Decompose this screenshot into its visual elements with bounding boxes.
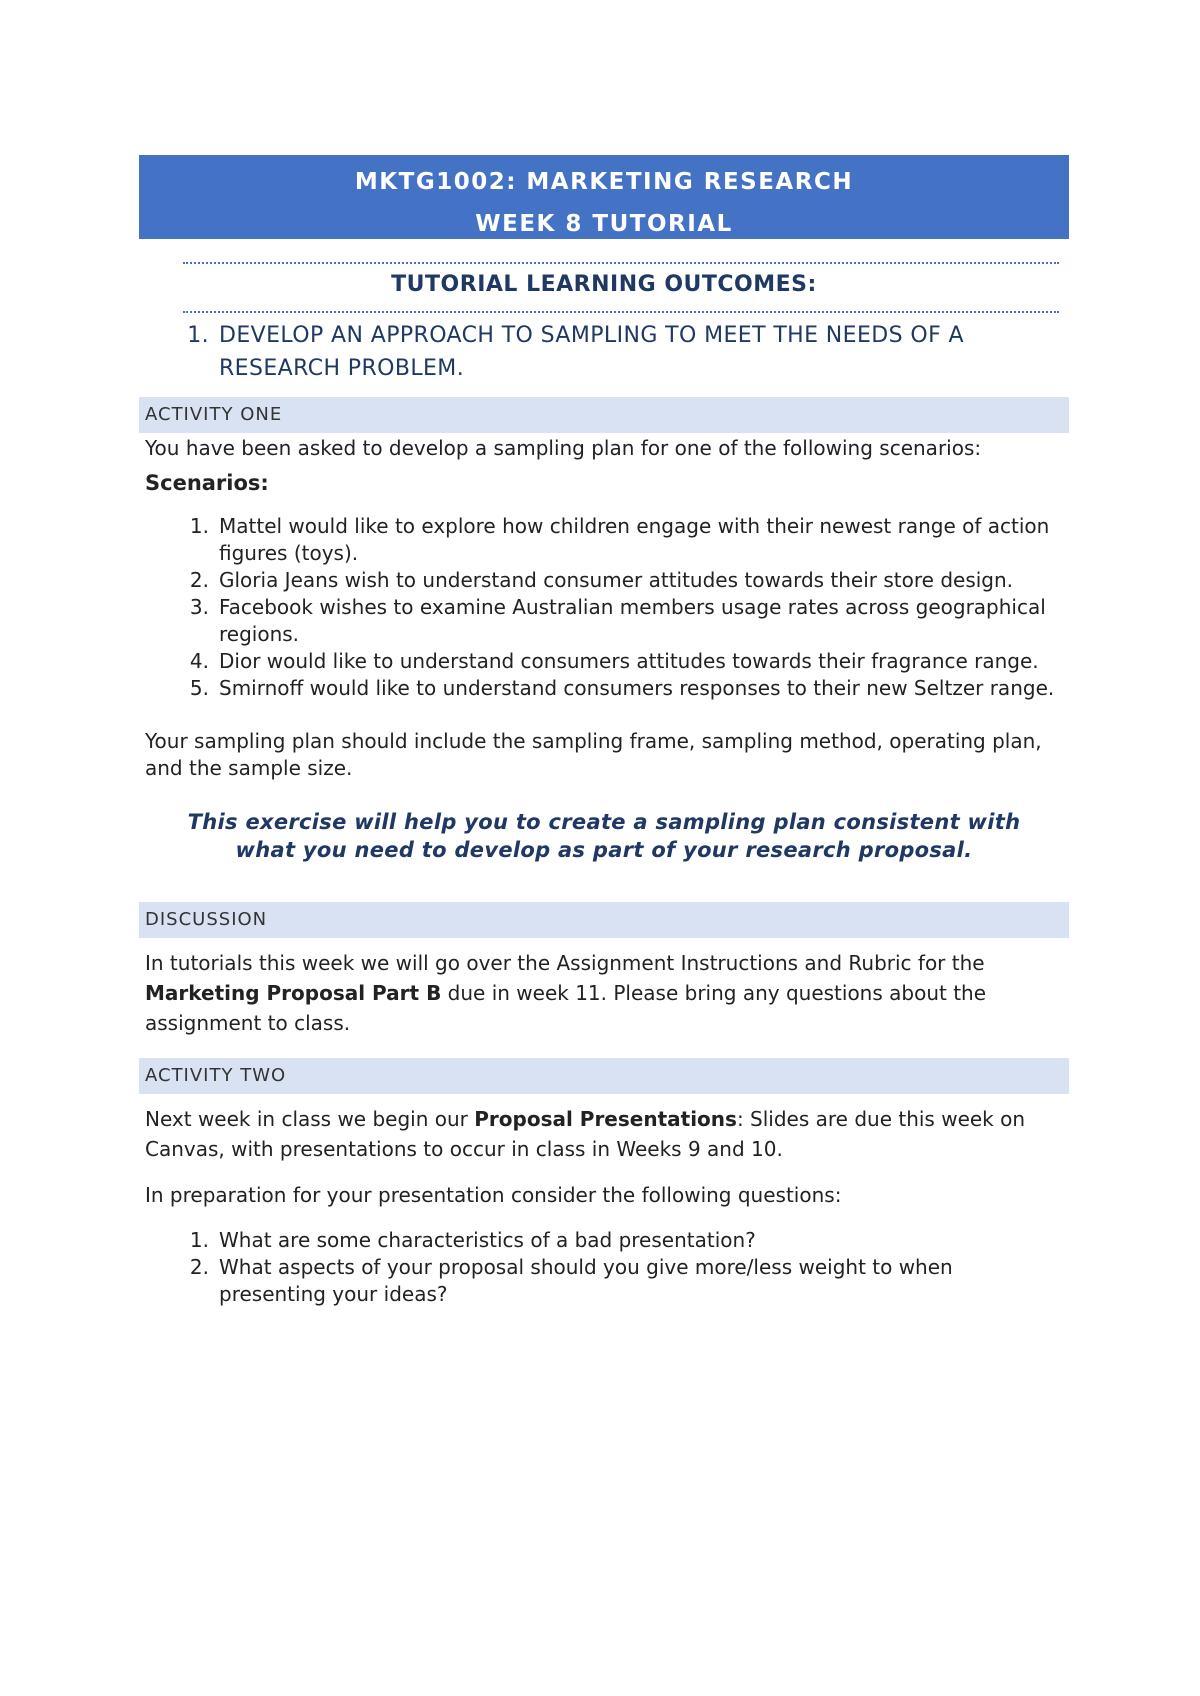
sampling-plan-text: Your sampling plan should include the sampling frame, sampling method, operating plan, and the sample size. — [145, 729, 1042, 780]
list-item-text: Dior would like to understand consumers attitudes towards their fragrance range. — [219, 649, 1039, 673]
outcome-item — [139, 319, 1069, 385]
activity-one-intro: You have been asked to develop a sampling plan for one of the following scenarios: — [145, 436, 982, 460]
question-list — [139, 1227, 1069, 1308]
outcome-list — [139, 319, 1069, 385]
discussion-text-end: due in week 11. Please bring any questions about the assignment to class. — [145, 981, 987, 1035]
dotted-divider — [183, 311, 1059, 313]
activity-two-text — [139, 1104, 1069, 1164]
scenario-list — [139, 513, 1069, 702]
discussion-text-start: In tutorials this week we will go over the Assignment Instructions and Rubric for the — [145, 951, 985, 975]
proposal-note: This exercise will help you to create a sampling plan consistent with what you need to develop as part of your research proposal. — [187, 810, 1021, 862]
list-item — [139, 594, 1069, 648]
outcomes-heading: TUTORIAL LEARNING OUTCOMES: — [391, 272, 817, 297]
activity-one-header: ACTIVITY ONE — [139, 397, 1069, 433]
title-banner — [139, 155, 1069, 239]
list-item — [139, 648, 1069, 675]
proposal-presentations: Proposal Presentations — [474, 1107, 737, 1131]
activity-two-header: ACTIVITY TWO — [139, 1058, 1069, 1094]
course-title: MKTG1002: MARKETING RESEARCH — [354, 169, 854, 195]
list-item — [139, 513, 1069, 567]
list-item-text: What are some characteristics of a bad presentation? — [219, 1228, 756, 1252]
discussion-header: DISCUSSION — [139, 902, 1069, 938]
outcome-text: DEVELOP AN APPROACH TO SAMPLING TO MEET THE NEEDS OF A RESEARCH PROBLEM. — [219, 323, 964, 381]
list-item-number: 2. — [189, 568, 209, 592]
document-page — [139, 155, 1069, 1308]
list-item-number: 3. — [189, 595, 209, 619]
list-item — [139, 1227, 1069, 1254]
list-item-text: Gloria Jeans wish to understand consumer attitudes towards their store design. — [219, 568, 1014, 592]
discussion-text — [139, 948, 1069, 1038]
week-title: WEEK 8 TUTORIAL — [475, 211, 733, 237]
list-item-number: 2. — [189, 1255, 209, 1279]
list-item-number: 5. — [189, 676, 209, 700]
list-item-text: Mattel would like to explore how children engage with their newest range of action figures (toys). — [219, 514, 1050, 565]
list-item — [139, 567, 1069, 594]
scenarios-heading: Scenarios: — [145, 471, 269, 495]
list-item — [139, 675, 1069, 702]
activity-two-text-start: Next week in class we begin our — [145, 1107, 475, 1131]
activity-two-text-end: : Slides are due this week on Canvas, with presentations to occur in class in Weeks 9 and 10. — [145, 1107, 1026, 1161]
list-item-number: 4. — [189, 649, 209, 673]
list-item — [139, 1254, 1069, 1308]
list-item-text: What aspects of your proposal should you give more/less weight to when presenting your ideas? — [219, 1255, 953, 1306]
list-item-number: 1. — [189, 1228, 209, 1252]
proposal-part-b: Marketing Proposal Part B — [145, 981, 442, 1005]
dotted-divider — [183, 262, 1059, 264]
list-item-text: Smirnoff would like to understand consumers responses to their new Seltzer range. — [219, 676, 1055, 700]
list-item-number: 1. — [189, 514, 209, 538]
list-item-text: Facebook wishes to examine Australian members usage rates across geographical regions. — [219, 595, 1046, 646]
outcome-number: 1. — [187, 323, 209, 348]
preparation-text: In preparation for your presentation consider the following questions: — [145, 1183, 842, 1207]
